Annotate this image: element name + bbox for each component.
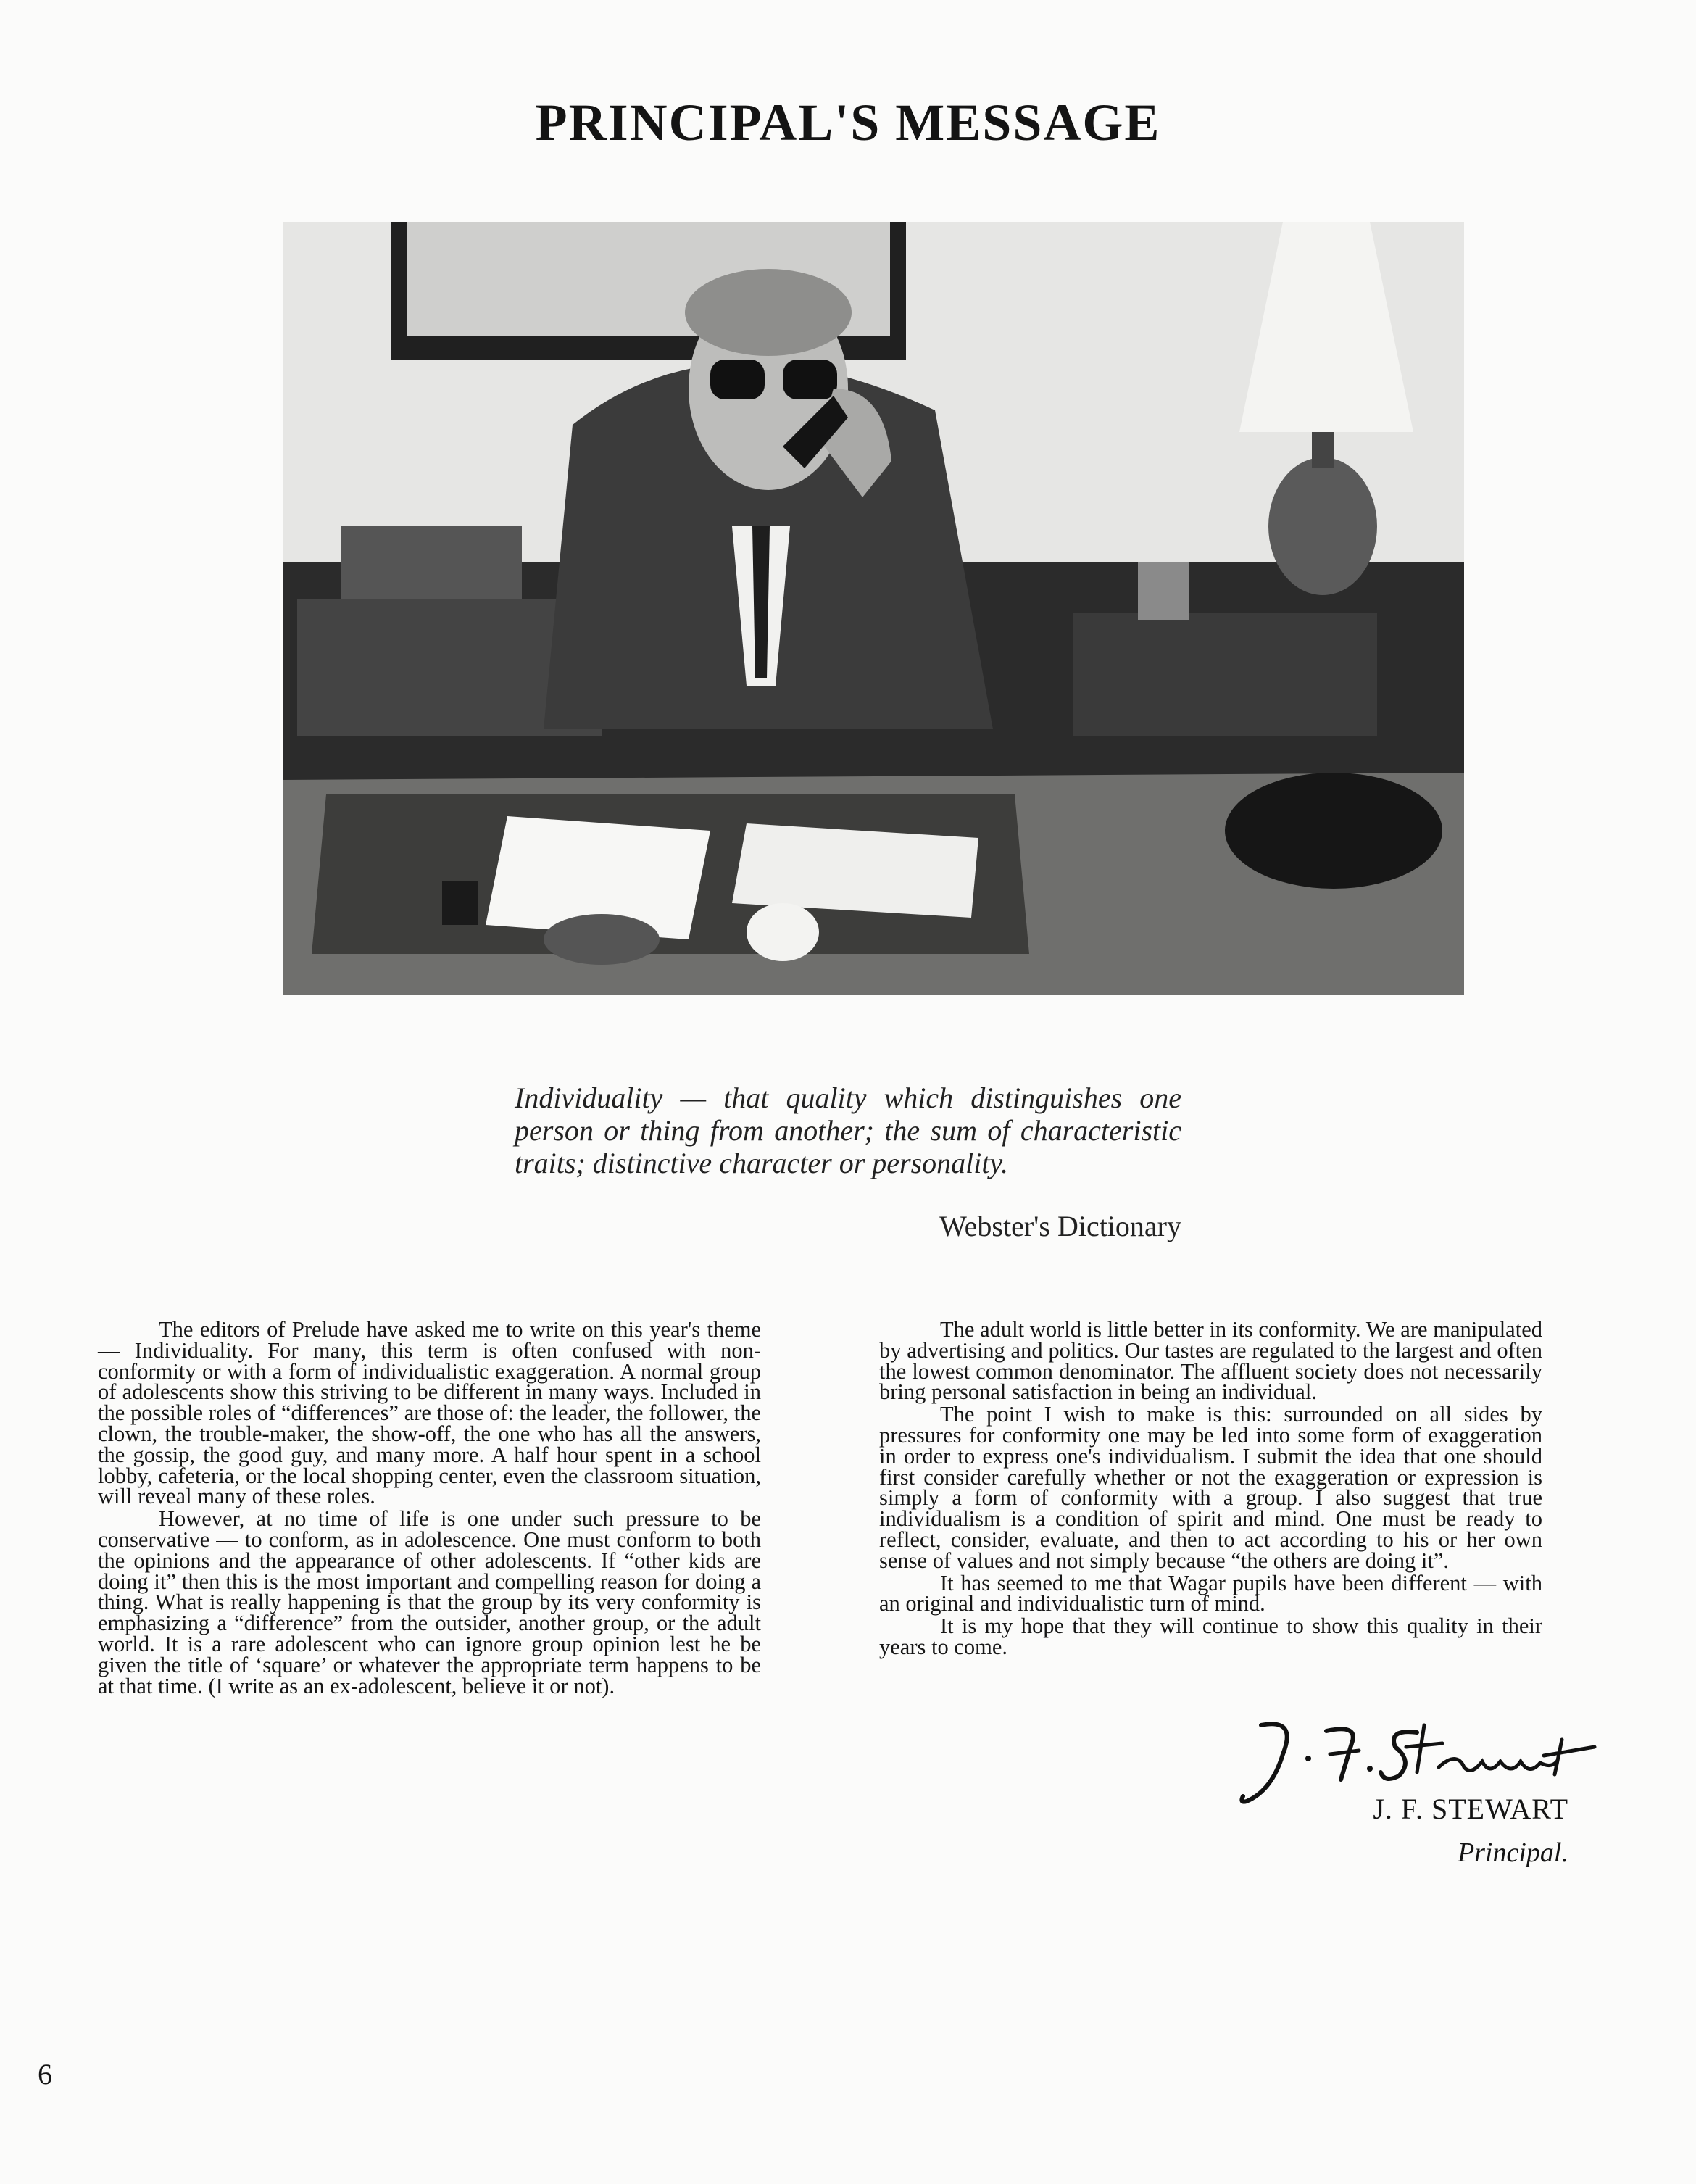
handwritten-signature: [1232, 1711, 1609, 1805]
paragraph: It has seemed to me that Wagar pupils have been different — with an original and individualistic turn of mind.: [879, 1570, 1542, 1616]
page-title: PRINCIPAL'S MESSAGE: [535, 94, 1161, 151]
paragraph: The adult world is little better in its conformity. We are manipulated by advertising and politics. Our tastes are regulated to the largest and often the lowest common denominator. The affluent society does not necessarily bring personal satisfaction in being an individual.: [879, 1317, 1542, 1405]
quote-source: Webster's Dictionary: [939, 1210, 1181, 1242]
body-column-right: [879, 1319, 1542, 1659]
principal-photo: [283, 222, 1464, 995]
signatory-name: J. F. STEWART: [1373, 1793, 1568, 1825]
signatory-title: Principal.: [1457, 1838, 1568, 1868]
page-number: 6: [38, 2058, 52, 2090]
paragraph: The editors of Prelude have asked me to write on this year's theme — Individuality. For many, this term is often confused with non-conformity or with a form of individualistic exaggeration. A normal group of adolescents show this striving to be different in many ways. Included in the possible roles of “differences” are those of: the leader, the follower, the clown, the trouble-maker, the show-off, the one who has all the answers, the gossip, the good guy, and many more. A half hour spent in a school lobby, cafeteria, or the local shopping center, even the classroom situation, will reveal many of these roles.: [98, 1317, 761, 1509]
paragraph: The point I wish to make is this: surrounded on all sides by pressures for conformity one may be led into some form of exaggeration in order to express one's individualism. I submit the idea that one should first consider carefully whether or not the exaggeration or expression is simply a form of conformity with a group. I also suggest that true individualism is a condition of spirit and mind. One must be ready to reflect, consider, evaluate, and then to act according to his or her own sense of values and not simply because “the others are doing it”.: [879, 1402, 1542, 1573]
dictionary-quote: Individuality — that quality which distinguishes one person or thing from another; the sum of characteristic traits; distinctive character or personality.: [515, 1081, 1181, 1179]
paragraph: However, at no time of life is one under such pressure to be conservative — to conform, as in adolescence. One must conform to both the opinions and the appearance of other adolescents. If “other kids are doing it” then this is the most important and compelling reason for doing a thing. What is really happening is that the group by its very conformity is emphasizing a “difference” from the outsider, another group, or the adult world. It is a rare adolescent who can ignore group opinion lest he be given the title of ‘square’ or whatever the appropriate term happens to be at that time. (I write as an ex-adolescent, believe it or not).: [98, 1506, 761, 1698]
body-column-left: [98, 1319, 761, 1698]
paragraph: It is my hope that they will continue to show this quality in their years to come.: [879, 1614, 1542, 1659]
